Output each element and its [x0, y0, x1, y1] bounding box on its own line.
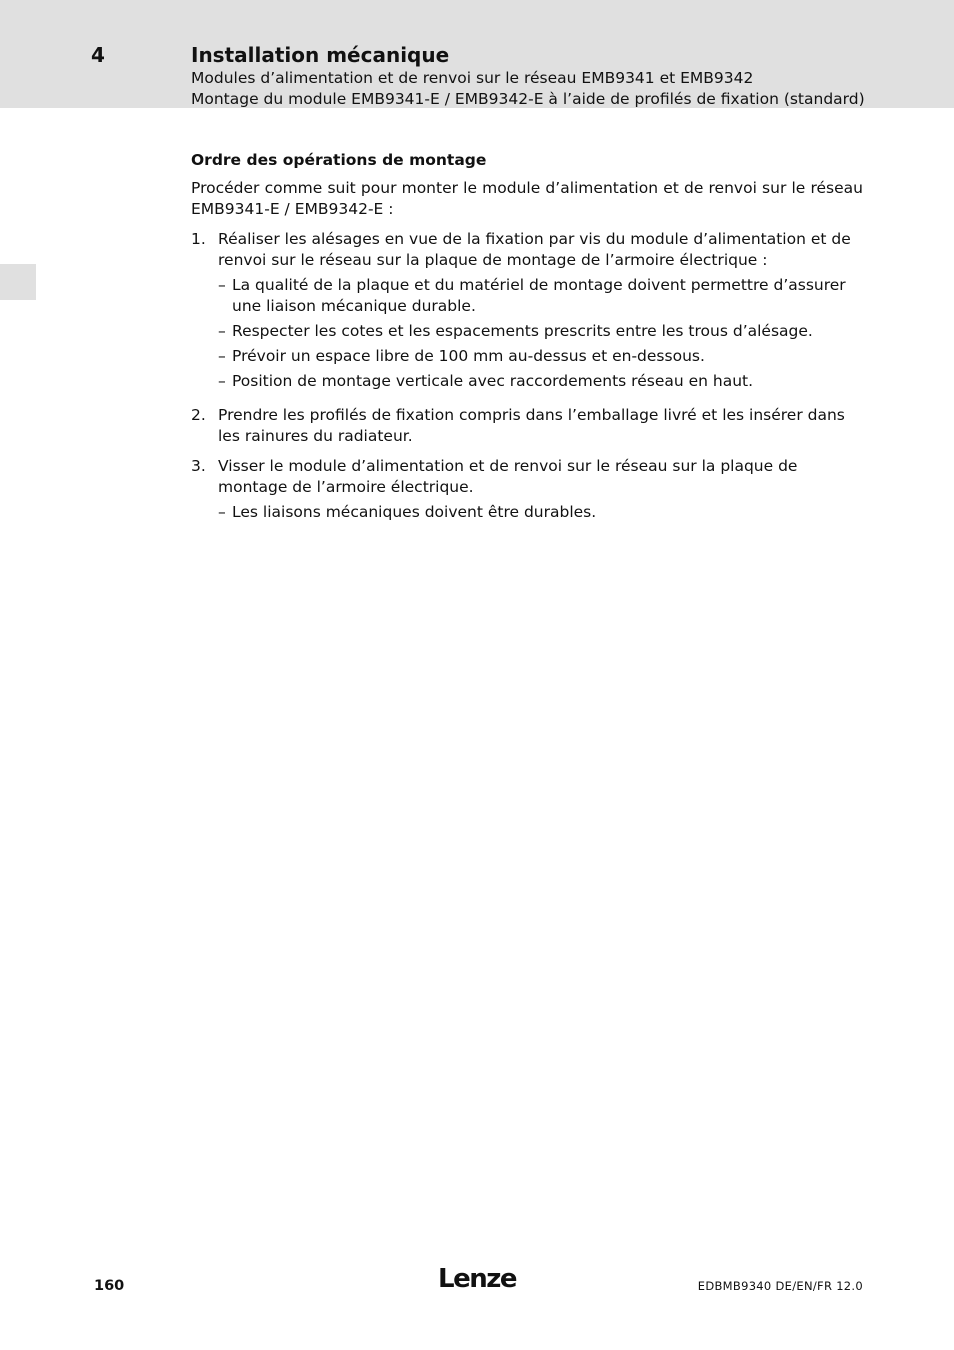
sub-item-text: La qualité de la plaque et du matériel de montage doivent permettre d’assurer une liaison mécanique durable. — [232, 276, 846, 315]
step-text: Visser le module d’alimentation et de renvoi sur le réseau sur la plaque de montage de l’armoire électrique. — [218, 457, 798, 496]
sub-item — [218, 275, 863, 317]
sub-item-text: Les liaisons mécaniques doivent être durables. — [232, 503, 597, 521]
document-id: EDBMB9340 DE/EN/FR 12.0 — [697, 1279, 863, 1293]
sub-item-text: Prévoir un espace libre de 100 mm au-dessus et en-dessous. — [232, 347, 705, 365]
section-heading: Ordre des opérations de montage — [191, 151, 487, 169]
sub-item — [218, 371, 863, 392]
chapter-number: 4 — [91, 43, 105, 67]
dash-marker: – — [218, 372, 226, 390]
sub-item-text: Respecter les cotes et les espacements prescrits entre les trous d’alésage. — [232, 322, 813, 340]
sub-item — [218, 346, 863, 367]
chapter-title: Installation mécanique — [191, 43, 450, 67]
page-number: 160 — [94, 1278, 125, 1294]
step-text: Prendre les profilés de fixation compris dans l’emballage livré et les insérer dans les rainures du radiateur. — [218, 406, 845, 445]
step-text: Réaliser les alésages en vue de la fixation par vis du module d’alimentation et de renvoi sur le réseau sur la plaque de montage de l’armoire électrique : — [218, 230, 851, 269]
dash-marker: – — [218, 503, 226, 521]
step-number: 1. — [191, 230, 206, 248]
intro-paragraph: Procéder comme suit pour monter le module d’alimentation et de renvoi sur le réseau EMB9341-E / EMB9342-E : — [191, 179, 863, 218]
dash-marker: – — [218, 347, 226, 365]
side-chapter-tab — [0, 264, 36, 300]
step-1 — [191, 229, 863, 396]
main-content — [191, 150, 863, 527]
step-number: 2. — [191, 406, 206, 424]
step-3 — [191, 456, 863, 527]
dash-marker: – — [218, 322, 226, 340]
subtitle-line-2: Montage du module EMB9341-E / EMB9342-E à l’aide de profilés de fixation (standard) — [191, 90, 865, 108]
subtitle-line-1: Modules d’alimentation et de renvoi sur le réseau EMB9341 et EMB9342 — [191, 69, 754, 87]
lenze-logo: Lenze — [438, 1264, 516, 1294]
step-2 — [191, 405, 863, 447]
step-number: 3. — [191, 457, 206, 475]
sub-item — [218, 321, 863, 342]
sub-item-text: Position de montage verticale avec raccordements réseau en haut. — [232, 372, 754, 390]
sub-list — [218, 502, 863, 523]
sub-item — [218, 502, 863, 523]
dash-marker: – — [218, 276, 226, 294]
sub-list — [218, 275, 863, 392]
